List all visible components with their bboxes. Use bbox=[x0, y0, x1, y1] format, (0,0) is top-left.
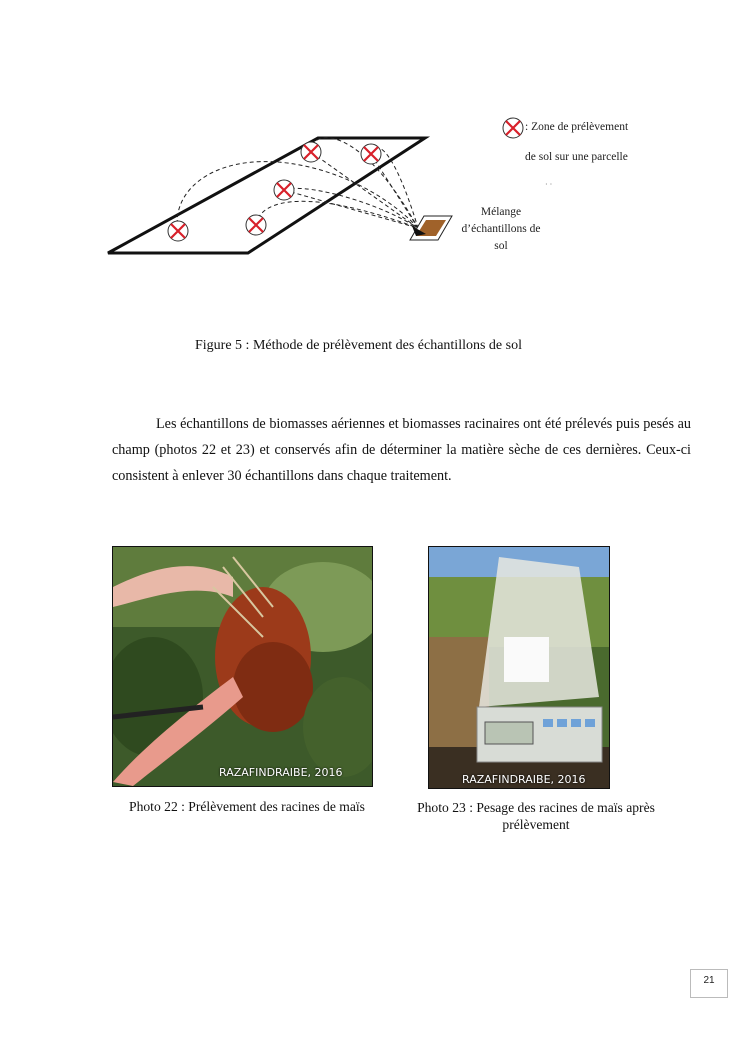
page-number-text: 21 bbox=[703, 975, 715, 986]
photo-caption: Photo 22 : Prélèvement des racines de maïs bbox=[129, 799, 365, 814]
photo-credit: RAZAFINDRAIBE, 2016 bbox=[219, 766, 343, 779]
legend-text-line1: : Zone de prélèvement bbox=[525, 121, 629, 133]
photo-root-sampling bbox=[112, 546, 373, 787]
root-sampling-photo bbox=[113, 547, 372, 786]
sampling-paths bbox=[177, 138, 418, 231]
sampling-zone-marker bbox=[168, 221, 188, 241]
body-paragraph-text: Les échantillons de biomasses aériennes et biomasses racinaires ont été prélevés puis pesés au champ (photos 22 et 23) et conservés afin de déterminer la matière sèche de ces dernières. Ceux-ci consistent à enlever 30 échantillons dans chaque traitement. bbox=[112, 416, 691, 484]
photo-caption: Photo 23 : Pesage des racines de maïs après prélèvement bbox=[417, 800, 655, 832]
mix-label bbox=[456, 204, 546, 255]
figure-caption: Figure 5 : Méthode de prélèvement des échantillons de sol bbox=[195, 338, 522, 353]
sampling-zone-marker bbox=[361, 144, 381, 164]
page-number bbox=[690, 969, 728, 998]
photo-credit: RAZAFINDRAIBE, 2016 bbox=[462, 773, 586, 786]
mix-label-line2: d’échantillons de bbox=[461, 223, 541, 235]
sampling-zone-marker bbox=[274, 180, 294, 200]
legend-text-line2: de sol sur une parcelle bbox=[525, 151, 628, 163]
photo-root-weighing bbox=[428, 546, 610, 789]
mix-label-line3: sol bbox=[494, 240, 508, 252]
legend-dots: · · bbox=[545, 180, 553, 189]
mix-label-line1: Mélange bbox=[480, 206, 522, 218]
soil-mix-icon bbox=[410, 216, 452, 240]
root-weighing-photo bbox=[429, 547, 609, 788]
legend-marker-icon bbox=[501, 116, 525, 140]
soil-sampling-diagram bbox=[100, 108, 460, 268]
sampling-zone-marker bbox=[246, 215, 266, 235]
sampling-zone-marker bbox=[301, 142, 321, 162]
body-paragraph bbox=[112, 411, 691, 489]
